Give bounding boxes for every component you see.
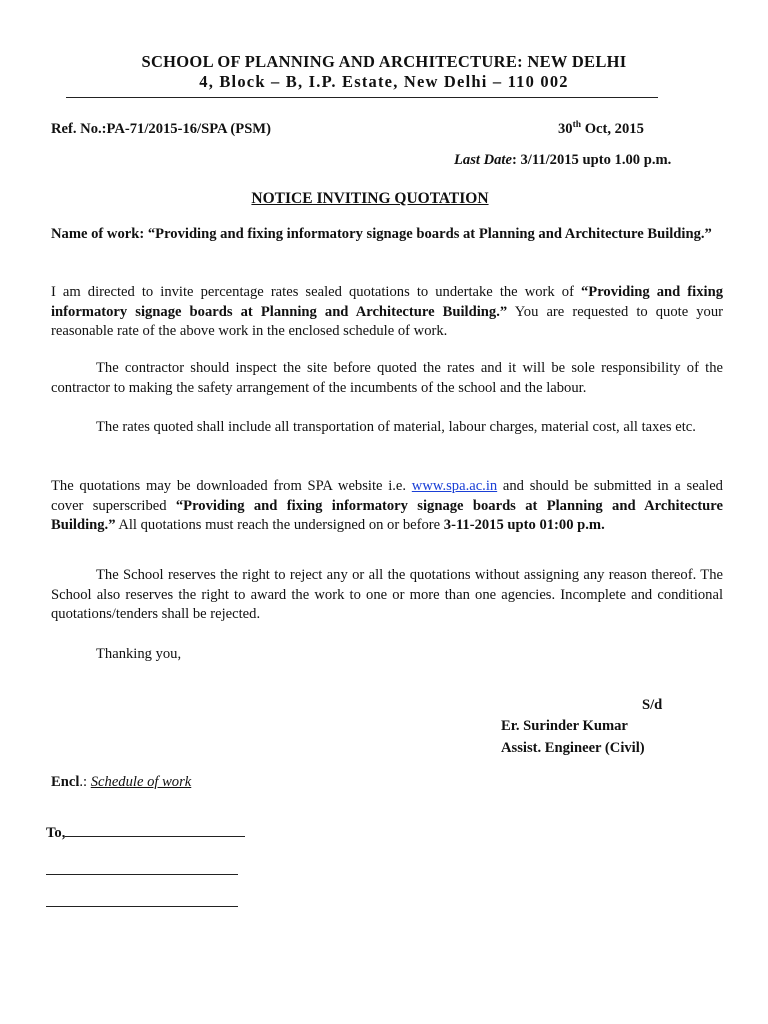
invitation-paragraph xyxy=(51,283,723,342)
site-inspection-paragraph: The contractor should inspect the site before quoted the rates and it will be sole responsibility of the contractor to making the safety arrangement of the incumbents of the school and the labour. xyxy=(51,360,723,396)
rates-paragraph: The rates quoted shall include all transportation of material, labour charges, material cost, all taxes etc. xyxy=(96,419,696,435)
addressee-blank-3 xyxy=(46,906,238,907)
date-month-year: Oct, 2015 xyxy=(581,121,644,137)
notice-date xyxy=(558,120,644,138)
name-of-work xyxy=(51,225,723,245)
closing-line: Thanking you, xyxy=(96,646,182,662)
enclosure-separator: .: xyxy=(79,774,91,790)
name-of-work-text: : “Providing and fixing informatory signage boards at Planning and Architecture Building.” xyxy=(139,226,712,242)
submission-mid2: All quotations must reach the undersigned on or before xyxy=(115,517,444,533)
signature-sd: S/d xyxy=(642,697,663,713)
date-day: 30 xyxy=(558,121,573,137)
header-rule xyxy=(66,97,658,98)
addressee-label: To, xyxy=(46,825,66,841)
institution-address: 4, Block – B, I.P. Estate, New Delhi – 110 002 xyxy=(199,72,569,91)
rights-paragraph: The School reserves the right to reject any or all the quotations without assigning any reason thereof. The School also reserves the right to award the work to one or more than one agencies. Incomplete and conditional quotations/tenders shall be rejected. xyxy=(51,567,723,622)
enclosure-value: Schedule of work xyxy=(90,774,192,790)
invitation-lead: I am directed to invite percentage rates sealed quotations to undertake the work of xyxy=(51,284,581,300)
addressee xyxy=(46,824,245,842)
signatory-designation: Assist. Engineer (Civil) xyxy=(501,740,645,756)
reference-number: Ref. No.:PA-71/2015-16/SPA (PSM) xyxy=(51,121,271,137)
last-date-value: : 3/11/2015 upto 1.00 p.m. xyxy=(511,152,672,168)
spa-website-link[interactable]: www.spa.ac.in xyxy=(411,478,498,494)
institution-name: SCHOOL OF PLANNING AND ARCHITECTURE: NEW DELHI xyxy=(141,52,627,71)
submission-paragraph xyxy=(51,477,723,536)
enclosure-label: Encl xyxy=(51,774,80,790)
submission-deadline: 3-11-2015 upto 01:00 p.m. xyxy=(443,517,605,533)
submission-mid: and should be submitted in a sealed cover superscribed xyxy=(51,478,723,514)
invitation-tail: You are requested to quote your reasonable rate of the above work in the enclosed schedule of work. xyxy=(51,303,723,339)
invitation-work-name: “Providing and fixing informatory signage boards at Planning and Architecture Building.” xyxy=(51,284,723,320)
last-date xyxy=(454,151,671,169)
notice-title: NOTICE INVITING QUOTATION xyxy=(251,190,489,207)
submission-lead: The quotations may be downloaded from SPA website i.e. xyxy=(51,478,412,494)
addressee-blank-1 xyxy=(65,836,245,837)
enclosure xyxy=(51,773,191,791)
last-date-label: Last Date xyxy=(454,152,512,168)
signatory-name: Er. Surinder Kumar xyxy=(501,718,628,734)
name-of-work-label: Name of work xyxy=(51,226,140,242)
submission-work-name: “Providing and fixing informatory signage boards at Planning and Architecture Building.” xyxy=(51,497,723,533)
date-suffix: th xyxy=(572,120,582,130)
addressee-blank-2 xyxy=(46,874,238,875)
